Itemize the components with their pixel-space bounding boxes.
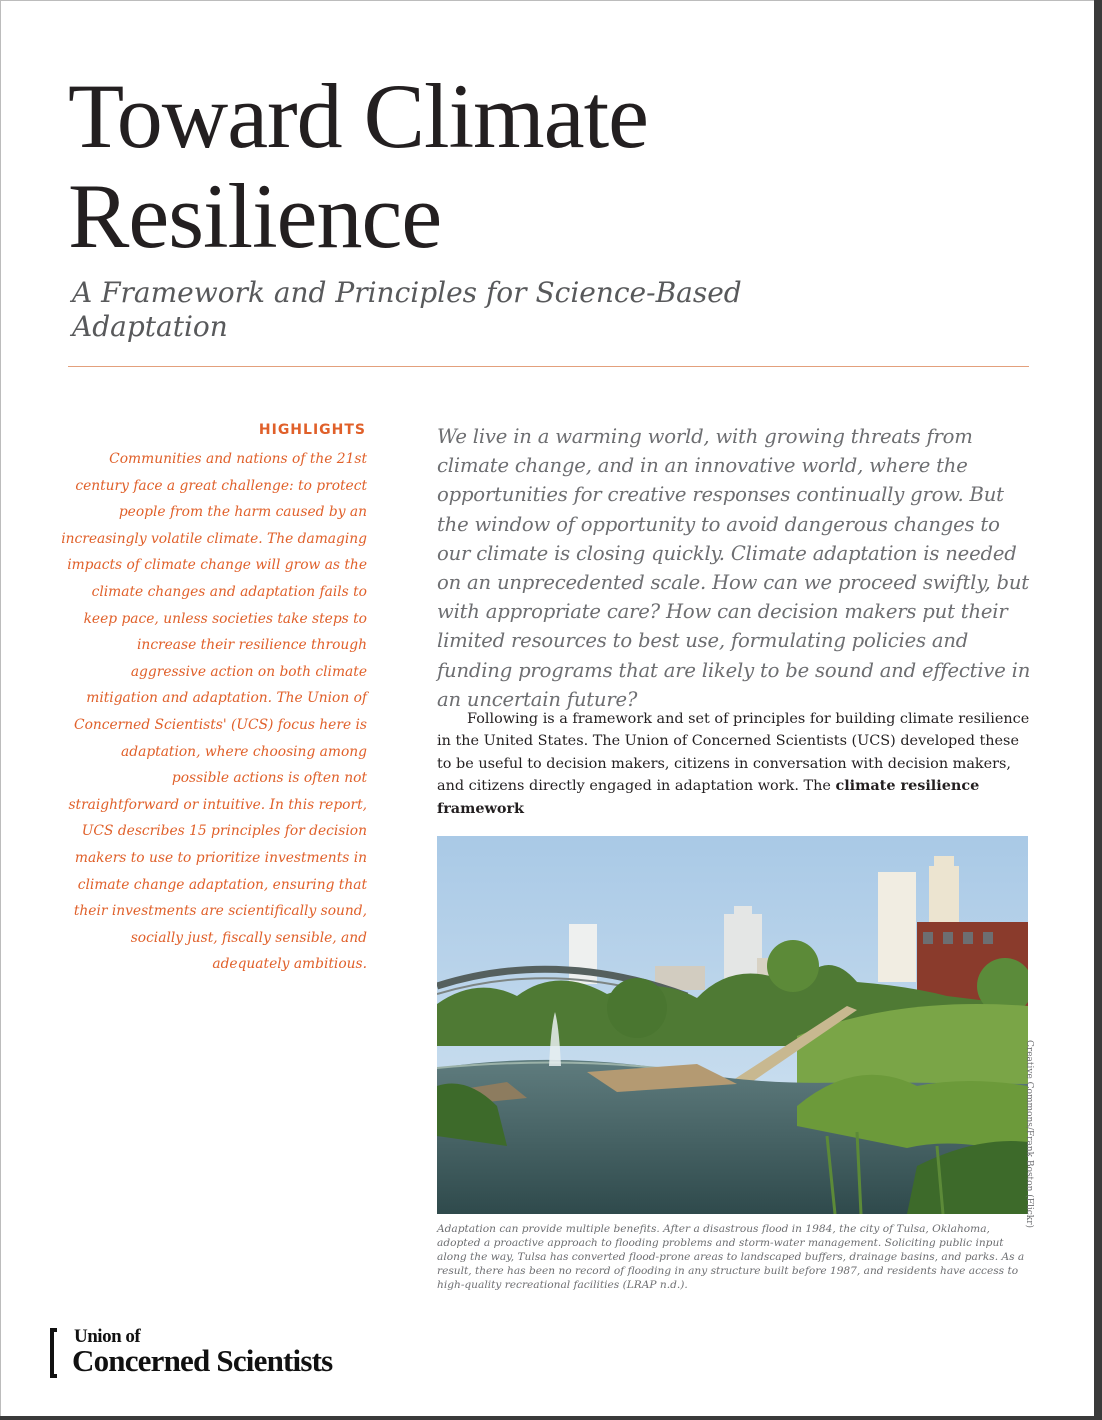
body-paragraph	[437, 708, 1037, 820]
body-bold-term: climate resilience framework	[437, 777, 980, 817]
logo-line-2: Concerned Scientists	[72, 1343, 333, 1378]
photo-credit	[1024, 1040, 1048, 1229]
photo-caption: Adaptation can provide multiple benefits. After a disastrous flood in 1984, the city of Tulsa, Oklahoma, adopted a proactive approach to flooding problems and storm-water management. Soliciting public input along the way, Tulsa has converted flood-prone areas to landscaped buffers, drainage basins, and parks. As a result, there has been no record of flooding in any structure built before 1987, and residents have access to high-quality recreational facilities (LRAP n.d.).	[437, 1223, 1025, 1291]
ucs-logo	[46, 1326, 406, 1382]
page-subtitle: A Framework and Principles for Science-Based Adaptation	[72, 276, 742, 343]
tulsa-park-photo	[437, 836, 1028, 1214]
highlights-text: Communities and nations of the 21st century face a great challenge: to protect people from the harm caused by an increasingly volatile climate. The damaging impacts of climate change will grow as the climate changes and adaptation fails to keep pace, unless societies take steps to increase their resilience through aggressive action on both climate mitigation and adaptation. The Union of Concerned Scientists' (UCS) focus here is adaptation, where choosing among possible actions is often not straightforward or intuitive. In this report, UCS describes 15 principles for decision makers to use to prioritize investments in climate change adaptation, ensuring that their investments are scientifically sound, socially just, fiscally sensible, and adequately ambitious.	[61, 451, 367, 973]
photo-credit-text: Creative Commons/Frank Boston (Flickr)	[1024, 1040, 1034, 1229]
page-edge-shadow	[1094, 0, 1102, 1420]
logo-bracket	[50, 1328, 57, 1378]
photo-illustration	[437, 836, 1028, 1214]
page-edge-shadow-bottom	[0, 1416, 1102, 1420]
lede-paragraph: We live in a warming world, with growing threats from climate change, and in an innovative world, where the opportunities for creative responses continually grow. But the window of opportunity to avoid dangerous changes to our climate is closing quickly. Climate adaptation is needed on an unprecedented scale. How can we proceed swiftly, but with appropriate care? How can decision makers put their limited resources to best use, formulating policies and funding programs that are likely to be sound and effective in an uncertain future?	[437, 425, 1031, 711]
highlights-heading: HIGHLIGHTS	[258, 422, 366, 438]
page-title: Toward Climate Resilience	[68, 65, 648, 267]
logo-line-1: Union of	[74, 1326, 141, 1347]
title-divider	[68, 366, 1029, 367]
body-text: Following is a framework and set of principles for building climate resilience in the United States. The Union of Concerned Scientists (UCS) developed these to be useful to decision makers, citizens in conversation with decision makers, and citizens directly engaged in adaptation work. The	[437, 711, 1030, 795]
